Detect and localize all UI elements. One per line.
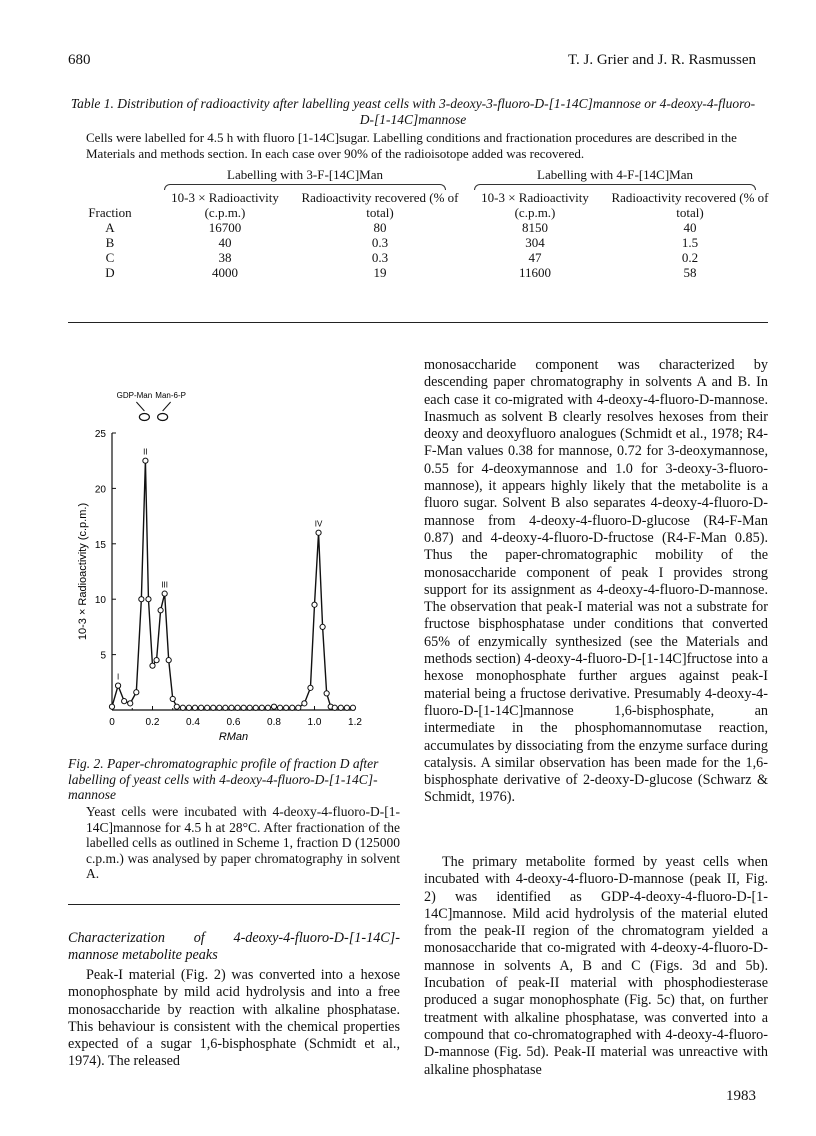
figure-caption-body: Yeast cells were incubated with 4-deoxy-4-fluoro-D-[1-14C]mannose for 4.5 h at 28°C. After fractionation of the labelled cells as outlined in Scheme 1, fraction D (125000 c.p.m.) was analysed by paper chromatography in solvent A. bbox=[86, 804, 400, 881]
series-line bbox=[112, 461, 353, 708]
table-row: A 16700 80 8150 40 bbox=[105, 220, 697, 235]
data-point bbox=[332, 705, 337, 710]
data-point bbox=[143, 458, 148, 463]
data-point bbox=[166, 658, 171, 663]
marker-label: Man-6-P bbox=[155, 391, 186, 400]
x-axis-label: RMan bbox=[218, 731, 249, 743]
marker-pointer bbox=[136, 402, 144, 411]
data-point bbox=[192, 705, 197, 710]
table-title: Table 1. Distribution of radioactivity after labelling yeast cells with 3-deoxy-3-fluoro-D-[1-14C]mannose or 4-deoxy-4-fluoro-D-[1-14C]mannose bbox=[70, 96, 756, 127]
data-point bbox=[259, 705, 264, 710]
marker-label: GDP-Man bbox=[116, 391, 153, 400]
data-point bbox=[139, 597, 144, 602]
data-point bbox=[338, 705, 343, 710]
data-point bbox=[128, 701, 133, 706]
data-point bbox=[109, 704, 114, 709]
data-point bbox=[174, 704, 179, 709]
data-point bbox=[296, 705, 301, 710]
data-point bbox=[253, 705, 258, 710]
peak-label: III bbox=[161, 580, 168, 590]
x-tick-label: 0.6 bbox=[226, 717, 241, 728]
y-tick-label: 20 bbox=[94, 484, 106, 496]
col-header-recovered: Radioactivity recovered (% of total) bbox=[301, 190, 459, 220]
data-point bbox=[235, 705, 240, 710]
data-point bbox=[290, 705, 295, 710]
x-tick-label: 1.0 bbox=[307, 717, 322, 728]
x-tick-label: 0.2 bbox=[145, 717, 160, 728]
data-point bbox=[284, 705, 289, 710]
col-header-fraction: Fraction bbox=[88, 205, 132, 220]
data-point bbox=[186, 705, 191, 710]
data-point bbox=[316, 530, 321, 535]
x-tick-label: 0.4 bbox=[186, 717, 200, 728]
y-axis-label: 10-3 × Radioactivity (c.p.m.) bbox=[77, 502, 89, 641]
group-header-4F: Labelling with 4-F-[14C]Man bbox=[537, 167, 693, 182]
page-number: 680 bbox=[68, 52, 91, 68]
data-point bbox=[158, 608, 163, 613]
y-tick-label: 5 bbox=[100, 650, 106, 662]
col-header-radioactivity: 10-3 × Radioactivity (c.p.m.) bbox=[481, 190, 589, 220]
peak-label: I bbox=[116, 672, 120, 682]
data-point bbox=[247, 705, 252, 710]
col-header-radioactivity: 10-3 × Radioactivity (c.p.m.) bbox=[171, 190, 279, 220]
footer-page-number: 1983 bbox=[726, 1088, 756, 1104]
right-paragraph-2: The primary metabolite formed by yeast cells when incubated with 4-deoxy-4-fluoro-D-mannose (peak II, Fig. 2) was identified as GDP-4-deoxy-4-fluoro-D-[1-14C]mannose. Mild acid hydrolysis of the material eluted from the peak-II region of the chromatogram yielded a monosaccharide that co-migrated with 4-deoxy-4-fluoro-D-mannose in solvents A, B and C (Figs. 3d and 5b). Incubation of peak-II material with phosphodiesterase produced a sugar monophosphate (Fig. 5c) that, on further treatment with alkaline phosphatase, was converted into a compound that co-chromatographed with 4-deoxy-4-fluoro-D-mannose (Fig. 5d). Peak-II material was unreactive with alkaline phosphatase bbox=[424, 854, 768, 1078]
peak-label: IV bbox=[314, 519, 323, 529]
y-tick-label: 15 bbox=[94, 539, 106, 551]
table-row: B 40 0.3 304 1.5 bbox=[105, 235, 699, 250]
running-head-authors: T. J. Grier and J. R. Rasmussen bbox=[567, 52, 756, 68]
data-point bbox=[308, 685, 313, 690]
data-point bbox=[277, 705, 282, 710]
x-tick-label: 0.8 bbox=[267, 717, 281, 728]
column-rule bbox=[68, 904, 400, 905]
data-point bbox=[150, 663, 155, 668]
marker-pointer bbox=[163, 402, 171, 411]
data-point bbox=[122, 699, 127, 704]
table-row: C 38 0.3 47 0.2 bbox=[105, 250, 699, 265]
right-paragraph-1: monosaccharide component was characterized by descending paper chromatography in solvents A and B. In each case it co-migrated with 4-deoxy-4-fluoro-D-mannose. Inasmuch as solvent B clearly resolves hexoses from their deoxy and deoxyfluoro analogues (Schmidt et al., 1978; R4-F-Man values 0.38 for mannose, 0.72 for 3-deoxymannose, 0.55 for 4-deoxymannose and 1.0 for 3-deoxy-3-fluoro-mannose), it appears highly likely that the metabolite is a fluoro sugar. Solvent B also separates 4-deoxy-4-fluoro-D-mannose from 4-deoxy-4-fluoro-D-glucose (R4-F-Man 0.87) and 4-deoxy-4-fluoro-D-fructose (R4-F-Man 0.85). Thus the paper-chromatographic mobility of the monosaccharide component of peak I provides strong support for its assignment as 4-deoxy-4-fluoro-D-mannose. The observation that peak-I material was not a substrate for fructose bisphosphatase under conditions that converted 65% of enzymically synthesized (see the Materials and methods section) 4-deoxy-4-fluoro-D-[1-14C]fructose into a hexose monophosphate further argues against peak-I material being a fructose derivative. Presumably 4-deoxy-4-fluoro-D-[1-14C]mannose 1,6-bisphosphate, an intermediate in the phosphomannomutase reaction, accumulates by dissociating from the enzyme surface during catalysis. A similar observation has been made for the 1,6-bisphosphate derivative of 2-deoxy-D-glucose (Schwarz & Schmidt, 1976). bbox=[424, 357, 768, 806]
x-tick-label: 1.2 bbox=[348, 717, 362, 728]
table-row: D 4000 19 11600 58 bbox=[105, 265, 697, 280]
data-point bbox=[344, 705, 349, 710]
data-point bbox=[320, 624, 325, 629]
data-point bbox=[162, 591, 167, 596]
data-point bbox=[229, 705, 234, 710]
data-point bbox=[241, 705, 246, 710]
data-point bbox=[302, 701, 307, 706]
data-point bbox=[180, 705, 185, 710]
table-note: Cells were labelled for 4.5 h with fluoro [1-14C]sugar. Labelling conditions and fractionation procedures are described in the Materials and methods section. In each case over 90% of the radioisotope added was recovered. bbox=[86, 130, 737, 161]
data-table bbox=[70, 167, 770, 280]
data-point bbox=[312, 602, 317, 607]
marker-spot bbox=[158, 414, 168, 421]
table-bottom-rule bbox=[68, 322, 768, 323]
data-point bbox=[350, 705, 355, 710]
peak-label: II bbox=[143, 447, 148, 457]
y-tick-label: 10 bbox=[94, 595, 106, 607]
col-header-recovered: Radioactivity recovered (% of total) bbox=[611, 190, 769, 220]
data-point bbox=[223, 705, 228, 710]
group-header-3F: Labelling with 3-F-[14C]Man bbox=[227, 167, 383, 182]
data-point bbox=[154, 658, 159, 663]
left-paragraph: Peak-I material (Fig. 2) was converted into a hexose monophosphate by mild acid hydrolysis and into a free monosaccharide by reaction with alkaline phosphatase. This behaviour is consistent with the chemical properties expected of a sugar 1,6-bisphosphate (Schmidt et al., 1974). The released bbox=[68, 967, 400, 1070]
data-point bbox=[271, 704, 276, 709]
figure-caption-title: Fig. 2. Paper-chromatographic profile of fraction D after labelling of yeast cells with 4-deoxy-4-fluoro-D-[1-14C]-mannose bbox=[68, 756, 379, 802]
data-point bbox=[217, 705, 222, 710]
data-point bbox=[146, 597, 151, 602]
x-tick-label: 0 bbox=[109, 717, 115, 728]
data-point bbox=[199, 705, 204, 710]
data-point bbox=[324, 691, 329, 696]
data-point bbox=[170, 696, 175, 701]
data-point bbox=[115, 683, 120, 688]
chromatogram-chart bbox=[70, 355, 400, 755]
data-point bbox=[265, 705, 270, 710]
marker-spot bbox=[139, 414, 149, 421]
data-point bbox=[205, 705, 210, 710]
data-point bbox=[211, 705, 216, 710]
section-heading: Characterization of 4-deoxy-4-fluoro-D-[1-14C]-mannose metabolite peaks bbox=[68, 930, 400, 964]
y-tick-label: 25 bbox=[94, 429, 106, 440]
data-point bbox=[134, 690, 139, 695]
